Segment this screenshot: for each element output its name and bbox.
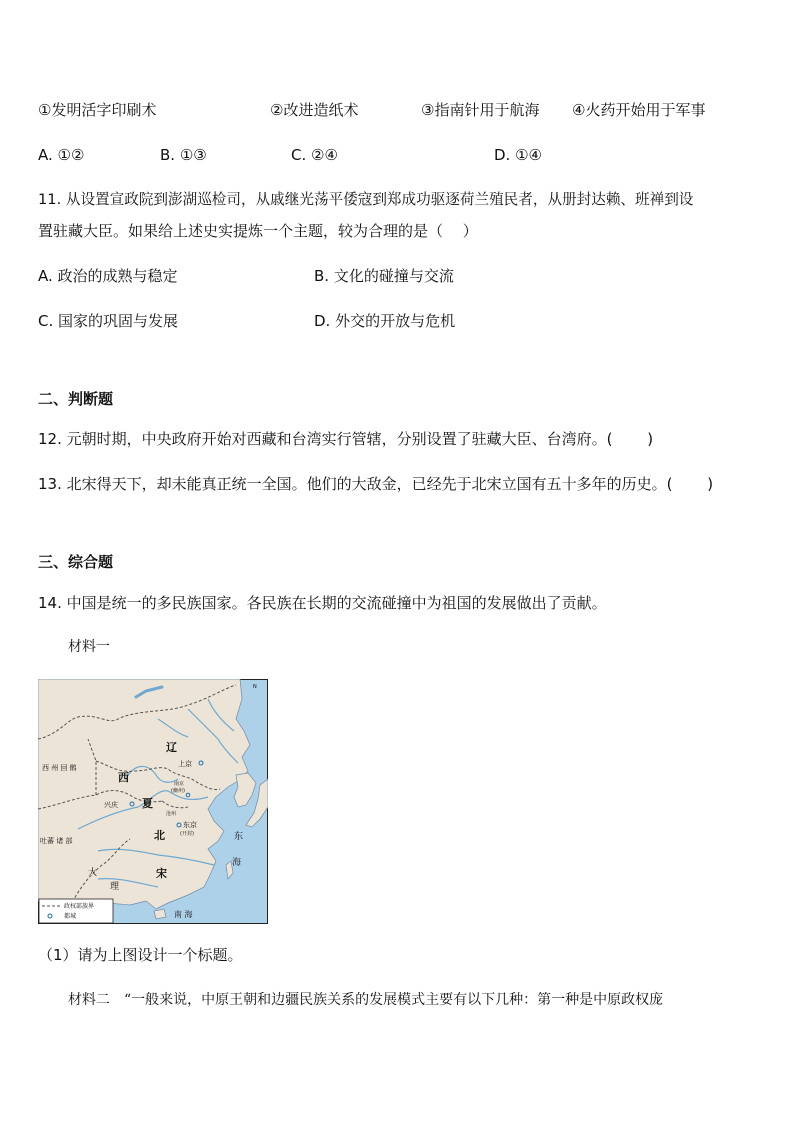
legend-border-label: 政权部族界 [64, 903, 95, 910]
q14-text: 14. 中国是统一的多民族国家。各民族在长期的交流碰撞中为祖国的发展做出了贡献。 [38, 594, 607, 612]
song-liao-xia-map [38, 679, 268, 924]
map-label-dongjing-sub: (开封) [180, 831, 194, 837]
map-legend [39, 899, 113, 923]
map-label-dongjing: 东京 [183, 821, 197, 829]
map-label-dong: 东 [234, 832, 244, 842]
q10-items [38, 100, 758, 120]
map-label-hai: 海 [232, 858, 242, 868]
map-label-xi: 西 [118, 771, 129, 784]
q13-text: 13. 北宋得天下，却未能真正统一全国。他们的大敌金，已经先于北宋立国有五十多年的历史。( ) [38, 475, 714, 493]
q11-option-a[interactable]: A. 政治的成熟与稳定 [38, 267, 178, 285]
q11-stem-line2: 置驻藏大臣。如果给上述史实提炼一个主题，较为合理的是（ ） [38, 222, 478, 240]
q10-item-2: ②改进造纸术 [270, 101, 359, 119]
q10-option-b[interactable]: B. ①③ [160, 146, 207, 164]
map-label-nanjing-sub: (幽州) [171, 788, 185, 794]
q10-options [38, 145, 638, 165]
map-label-xia: 夏 [142, 797, 153, 810]
legend-capital-label: 都城 [64, 913, 77, 920]
map-hainan [154, 909, 166, 919]
map-label-xingqing: 兴庆 [104, 801, 118, 809]
q12-text: 12. 元朝时期，中央政府开始对西藏和台湾实行管辖，分别设置了驻藏大臣、台湾府。( ) [38, 430, 654, 448]
map-label-cangzhou: 沧州 [166, 811, 177, 817]
q10-option-c[interactable]: C. ②④ [291, 146, 338, 164]
map-label-liao: 辽 [166, 741, 177, 754]
q11-option-d[interactable]: D. 外交的开放与危机 [314, 312, 456, 330]
svg-text:N: N [253, 684, 257, 690]
q11-stem-line1: 11. 从设置宣政院到澎湖巡检司，从戚继光荡平倭寇到郑成功驱逐荷兰殖民者，从册封达赖、班禅到设 [38, 191, 694, 208]
map-label-nanjing: 南京 [174, 781, 185, 787]
section3-heading: 三、综合题 [38, 553, 114, 571]
q10-item-3: ③指南针用于航海 [421, 101, 540, 119]
map-label-song: 宋 [156, 867, 167, 880]
q10-option-d[interactable]: D. ①④ [494, 146, 542, 164]
q11-option-c[interactable]: C. 国家的巩固与发展 [38, 312, 179, 330]
map-label-shangjing: 上京 [178, 760, 192, 768]
q10-option-a[interactable]: A. ①② [38, 146, 85, 164]
q10-item-4: ④火药开始用于军事 [572, 101, 706, 119]
section2-heading: 二、判断题 [38, 390, 114, 408]
q10-item-1: ①发明活字印刷术 [38, 101, 157, 119]
map-label-xizhou-huihu: 西 州 回 鹘 [42, 764, 77, 772]
material1-label: 材料一 [68, 639, 110, 655]
q11-option-b[interactable]: B. 文化的碰撞与交流 [314, 267, 454, 285]
map-label-nanhai: 南 海 [174, 910, 193, 919]
material2-text: 材料二 “一般来说，中原王朝和边疆民族关系的发展模式主要有以下几种：第一种是中原政权庞 [68, 992, 664, 1008]
sub-question-1: （1）请为上图设计一个标题。 [38, 946, 243, 964]
map-label-tubo: 吐蕃 诸 部 [40, 837, 73, 845]
map-label-da: 大 [88, 868, 98, 878]
map-label-bei: 北 [154, 829, 165, 842]
map-label-li: 理 [110, 882, 120, 892]
